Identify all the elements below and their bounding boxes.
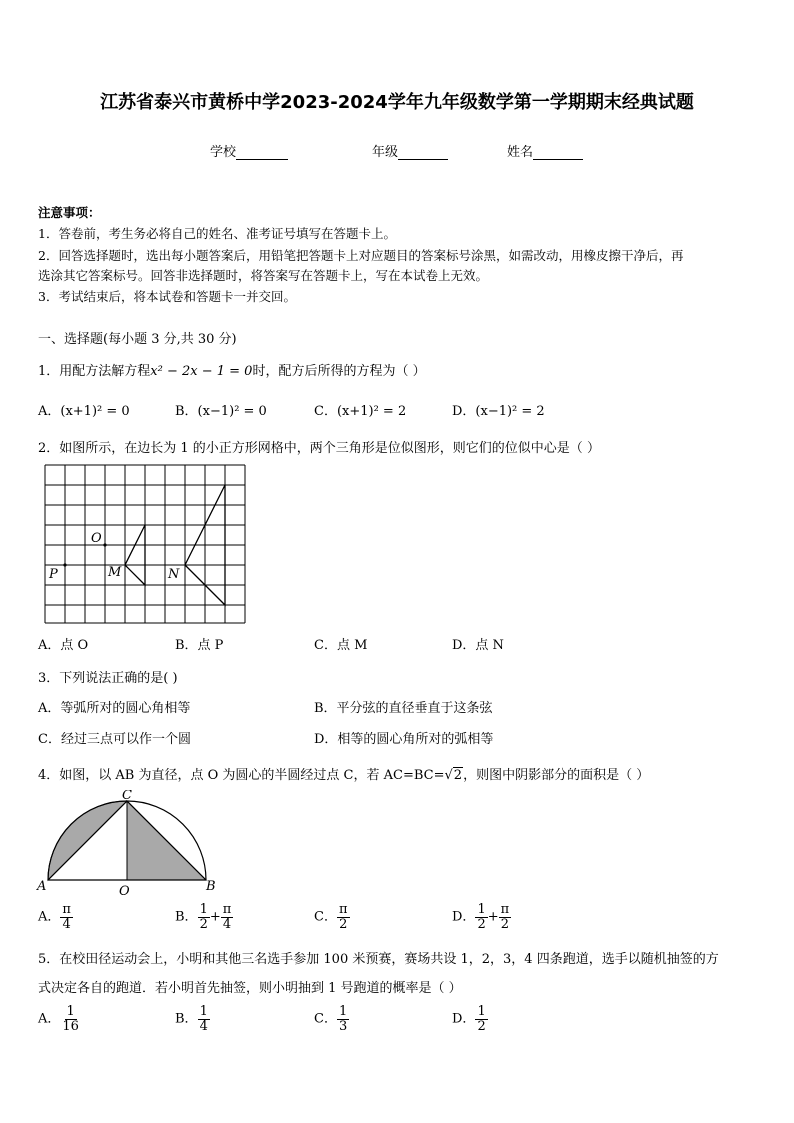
question-5-line-2: 式决定各自的跑道．若小明首先抽签，则小明抽到 1 号跑道的概率是（ ） (38, 981, 462, 996)
q4-option-b: B． $\frac{1}{2}$ + $\frac{\pi}{4}$ (175, 902, 232, 932)
q5-option-b: B． $\frac{1}{4}$ (175, 1004, 208, 1034)
section-heading: 一、选择题(每小题 3 分,共 30 分) (38, 332, 237, 347)
q2-option-a: A．点 O (38, 638, 89, 653)
label-p: P (49, 567, 58, 582)
notice-item: 2．回答选择题时，选出每小题答案后，用铅笔把答题卡上对应题目的答案标号涂黑，如需改动，用橡皮擦干净后，再 (38, 248, 684, 263)
q1-option-b: B．(x−1)² = 0 (175, 404, 267, 419)
label-b: B (206, 879, 216, 894)
page-title: 江苏省泰兴市黄桥中学2023-2024学年九年级数学第一学期期末经典试题 (100, 92, 694, 113)
q5-option-c: C． $\frac{1}{3}$ (314, 1004, 348, 1034)
q3-option-d: D．相等的圆心角所对的弧相等 (314, 732, 494, 747)
notice-heading: 注意事项： (38, 205, 101, 220)
school-field: 学校 (210, 141, 288, 160)
question-5-line-1: 5．在校田径运动会上，小明和其他三名选手参加 100 米预赛，赛场共设 1，2，3，4 四条跑道，选手以随机抽签的方 (38, 952, 719, 967)
q3-option-a: A．等弧所对的圆心角相等 (38, 701, 191, 716)
q4-option-d: D． $\frac{1}{2}$ + $\frac{\pi}{2}$ (452, 902, 510, 932)
q3-option-b: B．平分弦的直径垂直于这条弦 (314, 701, 493, 716)
label-m: M (108, 565, 122, 580)
q5-option-a: A． $\frac{1}{16}$ (38, 1004, 79, 1034)
grade-field: 年级 (372, 141, 448, 160)
q2-option-d: D．点 N (452, 638, 504, 653)
small-triangle (125, 525, 145, 585)
notice-item: 1．答卷前，考生务必将自己的姓名、准考证号填写在答题卡上。 (38, 226, 396, 241)
grid-figure (40, 460, 250, 628)
question-1-stem: 1．用配方法解方程x² − 2x − 1 = 0时，配方后所得的方程为（ ） (38, 364, 426, 379)
label-c: C (122, 790, 132, 803)
q1-option-d: D．(x−1)² = 2 (452, 404, 545, 419)
q2-option-b: B．点 P (175, 638, 224, 653)
q1-option-c: C．(x+1)² = 2 (314, 404, 407, 419)
question-4-stem: 4．如图，以 AB 为直径，点 O 为圆心的半圆经过点 C，若 AC=BC=√2，则图中阴影部分的面积是（ ） (38, 768, 650, 783)
point-o (103, 543, 106, 546)
question-3-stem: 3．下列说法正确的是( ) (38, 671, 178, 686)
q5-option-d: D． $\frac{1}{2}$ (452, 1004, 486, 1034)
notice-item: 3．考试结束后，将本试卷和答题卡一并交回。 (38, 289, 296, 304)
q4-option-a: A． $\frac{\pi}{4}$ (38, 902, 71, 932)
label-o: O (119, 884, 130, 898)
label-o: O (91, 531, 102, 546)
q2-option-c: C．点 M (314, 638, 368, 653)
name-field: 姓名 (507, 141, 583, 160)
sqrt-2: √2 (444, 768, 463, 783)
question-2-stem: 2．如图所示，在边长为 1 的小正方形网格中，两个三角形是位似图形，则它们的位似中心是（ ） (38, 441, 600, 456)
q4-option-c: C． $\frac{\pi}{2}$ (314, 902, 348, 932)
semicircle-figure (34, 790, 224, 898)
point-p (63, 563, 66, 566)
label-n: N (168, 567, 180, 582)
notice-item: 选涂其它答案标号。回答非选择题时，将答案写在答题卡上，写在本试卷上无效。 (38, 268, 489, 283)
q3-option-c: C．经过三点可以作一个圆 (38, 732, 191, 747)
label-a: A (37, 879, 47, 894)
q1-option-a: A．(x+1)² = 0 (38, 404, 130, 419)
